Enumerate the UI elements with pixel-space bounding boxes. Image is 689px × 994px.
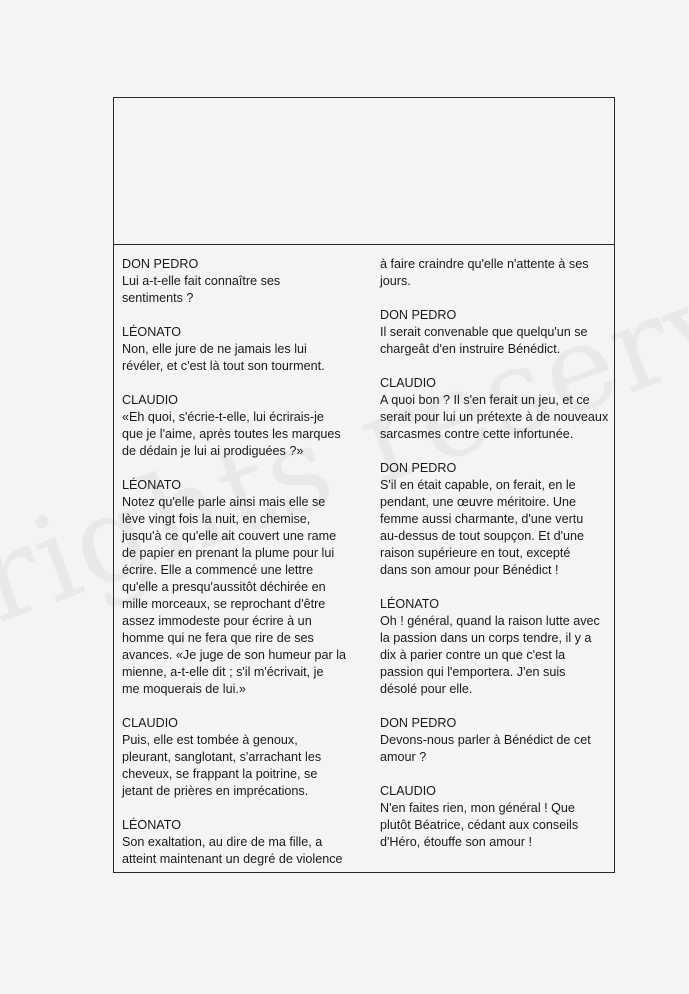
dialogue-block (380, 715, 612, 766)
speaker-name: CLAUDIO (122, 716, 178, 730)
dialogue-block (122, 392, 358, 460)
dialogue-block (122, 324, 358, 375)
speech-text: à faire craindre qu'elle n'attente à ses jours. (380, 257, 589, 288)
speaker-name: DON PEDRO (380, 308, 457, 322)
page-frame (113, 97, 615, 873)
left-column (122, 256, 358, 885)
dialogue-block (380, 596, 612, 698)
speech-text: Puis, elle est tombée à genoux, pleurant, sanglotant, s'arrachant les cheveux, se frappant la poitrine, se jetant de prières en imprécations. (122, 733, 322, 798)
speech-text: Oh ! général, quand la raison lutte avec la passion dans un corps tendre, il y a dix à parier contre un que c'est la passion qui l'emportera. J'en suis désolé pour elle. (380, 614, 600, 696)
speaker-name: DON PEDRO (380, 461, 457, 475)
dialogue-block (122, 817, 358, 868)
speech-text: Il serait convenable que quelqu'un se chargeât d'en instruire Bénédict. (380, 325, 588, 356)
dialogue-block (122, 715, 358, 800)
dialogue-block (380, 307, 612, 358)
dialogue-block (380, 460, 612, 579)
speaker-name: LÉONATO (122, 478, 182, 492)
speaker-name: LÉONATO (380, 597, 440, 611)
speaker-name: LÉONATO (122, 325, 182, 339)
speech-text: Notez qu'elle parle ainsi mais elle se lève vingt fois la nuit, en chemise, jusqu'à ce qu'elle ait couvert une rame de papier en prenant la plume pour lui écrire. Elle a commencé une lettre qu'elle a presqu'aussitôt déchirée en mille morceaux, se reprochant d'être assez immodeste pour écrire à un homme qui ne fera que rire de ses avances. «Je juge de son humeur par la mienne, a-t-elle dit ; s'il m'écrivait, je me moquerais de lui.» (122, 495, 347, 696)
speech-text: Devons-nous parler à Bénédict de cet amour ? (380, 733, 591, 764)
speech-text: N'en faites rien, mon général ! Que plutôt Béatrice, cédant aux conseils d'Héro, étouffe son amour ! (380, 801, 579, 849)
speech-text: Non, elle jure de ne jamais les lui révéler, et c'est là tout son tourment. (122, 342, 325, 373)
speech-text: «Eh quoi, s'écrie-t-elle, lui écrirais-je que je l'aime, après toutes les marques de dédain je lui ai prodiguées ?» (122, 410, 341, 458)
dialogue-block (122, 477, 358, 698)
dialogue-block (122, 256, 358, 307)
image-placeholder (114, 98, 614, 245)
speech-text: S'il en était capable, on ferait, en le pendant, une œuvre méritoire. Une femme aussi charmante, d'une vertu au-dessus de tout soupçon. Et d'une raison supérieure en tout, excepté dans son amour pour Bénédict ! (380, 478, 585, 577)
right-column (380, 256, 612, 868)
speaker-name: DON PEDRO (122, 257, 199, 271)
speech-text: A quoi bon ? Il s'en ferait un jeu, et ce serait pour lui un prétexte à de nouveaux sarcasmes contre cette infortunée. (380, 393, 609, 441)
speaker-name: CLAUDIO (122, 393, 178, 407)
speaker-name: DON PEDRO (380, 716, 457, 730)
speaker-name: CLAUDIO (380, 784, 436, 798)
dialogue-block (380, 256, 612, 290)
speech-text: Lui a-t-elle fait connaître ses sentiments ? (122, 274, 281, 305)
speech-text: Son exaltation, au dire de ma fille, a atteint maintenant un degré de violence (122, 835, 343, 866)
speaker-name: LÉONATO (122, 818, 182, 832)
dialogue-block (380, 783, 612, 851)
speaker-name: CLAUDIO (380, 376, 436, 390)
dialogue-block (380, 375, 612, 443)
